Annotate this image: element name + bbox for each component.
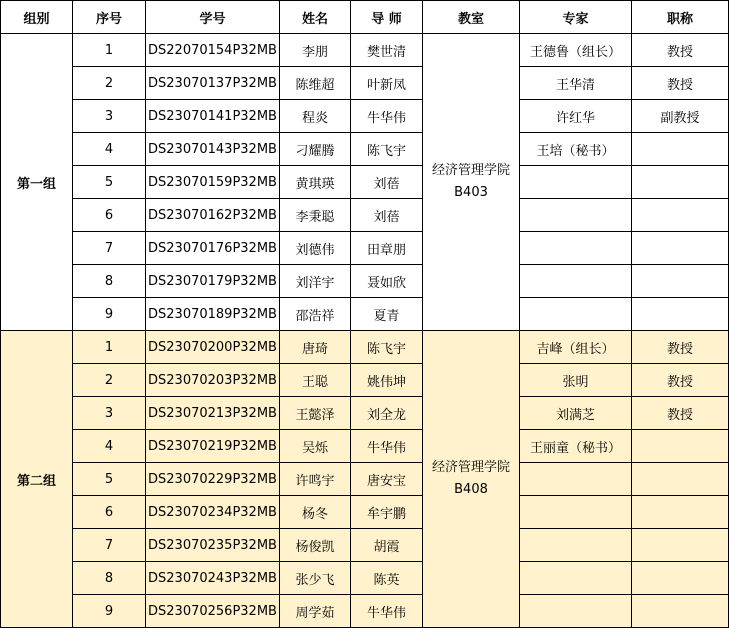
advisor-cell: 牛华伟 <box>351 595 423 628</box>
expert-title-cell <box>632 265 729 298</box>
expert-title-cell <box>632 562 729 595</box>
expert-title-cell: 教授 <box>632 34 729 67</box>
table-row <box>1 100 729 133</box>
classroom-building: 经济管理学院 <box>431 163 510 178</box>
table-row <box>1 595 729 628</box>
student-name-cell: 程炎 <box>280 100 351 133</box>
table-row <box>1 298 729 331</box>
seq-cell: 1 <box>73 34 146 67</box>
expert-title-cell <box>632 166 729 199</box>
table-row <box>1 430 729 463</box>
student-id-cell: DS23070143P32MB <box>146 133 280 166</box>
expert-title-cell <box>632 232 729 265</box>
advisor-cell: 叶新凤 <box>351 67 423 100</box>
header-seq: 序号 <box>73 1 146 34</box>
seq-cell: 3 <box>73 100 146 133</box>
student-name-cell: 周学茹 <box>280 595 351 628</box>
table-row <box>1 232 729 265</box>
classroom-cell <box>423 34 520 331</box>
student-id-cell: DS23070229P32MB <box>146 463 280 496</box>
advisor-cell: 陈飞宇 <box>351 331 423 364</box>
student-name-cell: 刁耀腾 <box>280 133 351 166</box>
student-id-cell: DS23070137P32MB <box>146 67 280 100</box>
expert-cell <box>520 166 632 199</box>
student-name-cell: 王聪 <box>280 364 351 397</box>
advisor-cell: 唐安宝 <box>351 463 423 496</box>
advisor-cell: 田章朋 <box>351 232 423 265</box>
group-section <box>1 331 729 628</box>
table-row <box>1 34 729 67</box>
expert-title-cell <box>632 496 729 529</box>
seq-cell: 7 <box>73 232 146 265</box>
student-id-cell: DS23070243P32MB <box>146 562 280 595</box>
table-row <box>1 199 729 232</box>
student-name-cell: 李朋 <box>280 34 351 67</box>
expert-cell <box>520 298 632 331</box>
expert-cell: 刘满芝 <box>520 397 632 430</box>
student-id-cell: DS23070219P32MB <box>146 430 280 463</box>
expert-title-cell: 教授 <box>632 331 729 364</box>
classroom-room: B408 <box>454 482 488 497</box>
expert-title-cell <box>632 298 729 331</box>
student-name-cell: 刘洋宇 <box>280 265 351 298</box>
seq-cell: 2 <box>73 67 146 100</box>
expert-cell <box>520 463 632 496</box>
header-classroom: 教室 <box>423 1 520 34</box>
advisor-cell: 胡霞 <box>351 529 423 562</box>
expert-cell <box>520 265 632 298</box>
table-row <box>1 463 729 496</box>
expert-title-cell: 教授 <box>632 67 729 100</box>
group-section <box>1 34 729 331</box>
student-name-cell: 黄琪瑛 <box>280 166 351 199</box>
group-name-cell: 第二组 <box>1 331 73 628</box>
expert-cell: 吉峰（组长） <box>520 331 632 364</box>
student-name-cell: 邵浩祥 <box>280 298 351 331</box>
group-name-cell: 第一组 <box>1 34 73 331</box>
table-row <box>1 133 729 166</box>
student-name-cell: 杨俊凯 <box>280 529 351 562</box>
seq-cell: 6 <box>73 199 146 232</box>
expert-title-cell <box>632 199 729 232</box>
seq-cell: 8 <box>73 562 146 595</box>
expert-title-cell <box>632 595 729 628</box>
student-id-cell: DS23070256P32MB <box>146 595 280 628</box>
advisor-cell: 夏青 <box>351 298 423 331</box>
expert-title-cell: 副教授 <box>632 100 729 133</box>
expert-title-cell <box>632 463 729 496</box>
seq-cell: 5 <box>73 463 146 496</box>
student-name-cell: 李秉聪 <box>280 199 351 232</box>
seq-cell: 4 <box>73 133 146 166</box>
student-name-cell: 陈维超 <box>280 67 351 100</box>
expert-title-cell <box>632 133 729 166</box>
student-name-cell: 刘德伟 <box>280 232 351 265</box>
expert-cell: 许红华 <box>520 100 632 133</box>
classroom-room: B403 <box>454 185 488 200</box>
seq-cell: 3 <box>73 397 146 430</box>
expert-cell: 王丽童（秘书） <box>520 430 632 463</box>
student-id-cell: DS23070213P32MB <box>146 397 280 430</box>
student-id-cell: DS23070162P32MB <box>146 199 280 232</box>
header-name: 姓名 <box>280 1 351 34</box>
expert-title-cell <box>632 430 729 463</box>
seq-cell: 5 <box>73 166 146 199</box>
table-row <box>1 265 729 298</box>
student-id-cell: DS23070159P32MB <box>146 166 280 199</box>
table-row <box>1 397 729 430</box>
advisor-cell: 聂如欣 <box>351 265 423 298</box>
expert-cell: 张明 <box>520 364 632 397</box>
header-advisor: 导 师 <box>351 1 423 34</box>
student-id-cell: DS22070154P32MB <box>146 34 280 67</box>
student-id-cell: DS23070235P32MB <box>146 529 280 562</box>
seq-cell: 4 <box>73 430 146 463</box>
student-name-cell: 许鸣宇 <box>280 463 351 496</box>
advisor-cell: 牛华伟 <box>351 100 423 133</box>
expert-cell <box>520 562 632 595</box>
advisor-cell: 刘蓓 <box>351 199 423 232</box>
student-id-cell: DS23070179P32MB <box>146 265 280 298</box>
seq-cell: 7 <box>73 529 146 562</box>
expert-title-cell: 教授 <box>632 397 729 430</box>
student-name-cell: 王懿泽 <box>280 397 351 430</box>
student-id-cell: DS23070234P32MB <box>146 496 280 529</box>
table-row <box>1 331 729 364</box>
table-row <box>1 496 729 529</box>
advisor-cell: 姚伟坤 <box>351 364 423 397</box>
expert-cell <box>520 496 632 529</box>
student-name-cell: 吴烁 <box>280 430 351 463</box>
student-name-cell: 杨冬 <box>280 496 351 529</box>
table-row <box>1 562 729 595</box>
expert-title-cell <box>632 529 729 562</box>
student-id-cell: DS23070200P32MB <box>146 331 280 364</box>
classroom-building: 经济管理学院 <box>431 460 510 475</box>
expert-cell <box>520 199 632 232</box>
seq-cell: 9 <box>73 298 146 331</box>
expert-cell <box>520 232 632 265</box>
seq-cell: 8 <box>73 265 146 298</box>
classroom-cell <box>423 331 520 628</box>
student-id-cell: DS23070176P32MB <box>146 232 280 265</box>
seq-cell: 6 <box>73 496 146 529</box>
header-student-id: 学号 <box>146 1 280 34</box>
seq-cell: 1 <box>73 331 146 364</box>
header-group: 组别 <box>1 1 73 34</box>
advisor-cell: 陈飞宇 <box>351 133 423 166</box>
student-name-cell: 唐琦 <box>280 331 351 364</box>
advisor-cell: 刘蓓 <box>351 166 423 199</box>
expert-cell: 王德鲁（组长） <box>520 34 632 67</box>
advisor-cell: 刘全龙 <box>351 397 423 430</box>
header-title: 职称 <box>632 1 729 34</box>
student-id-cell: DS23070189P32MB <box>146 298 280 331</box>
seq-cell: 9 <box>73 595 146 628</box>
expert-cell <box>520 595 632 628</box>
header-expert: 专家 <box>520 1 632 34</box>
expert-cell: 王培（秘书） <box>520 133 632 166</box>
student-id-cell: DS23070203P32MB <box>146 364 280 397</box>
advisor-cell: 牛华伟 <box>351 430 423 463</box>
seq-cell: 2 <box>73 364 146 397</box>
advisor-cell: 牟宇鹏 <box>351 496 423 529</box>
table-row <box>1 166 729 199</box>
student-name-cell: 张少飞 <box>280 562 351 595</box>
expert-title-cell: 教授 <box>632 364 729 397</box>
student-id-cell: DS23070141P32MB <box>146 100 280 133</box>
table-row <box>1 529 729 562</box>
table-row <box>1 364 729 397</box>
table-header <box>1 1 729 34</box>
advisor-cell: 陈英 <box>351 562 423 595</box>
expert-cell: 王华清 <box>520 67 632 100</box>
table-row <box>1 67 729 100</box>
expert-cell <box>520 529 632 562</box>
advisor-cell: 樊世清 <box>351 34 423 67</box>
